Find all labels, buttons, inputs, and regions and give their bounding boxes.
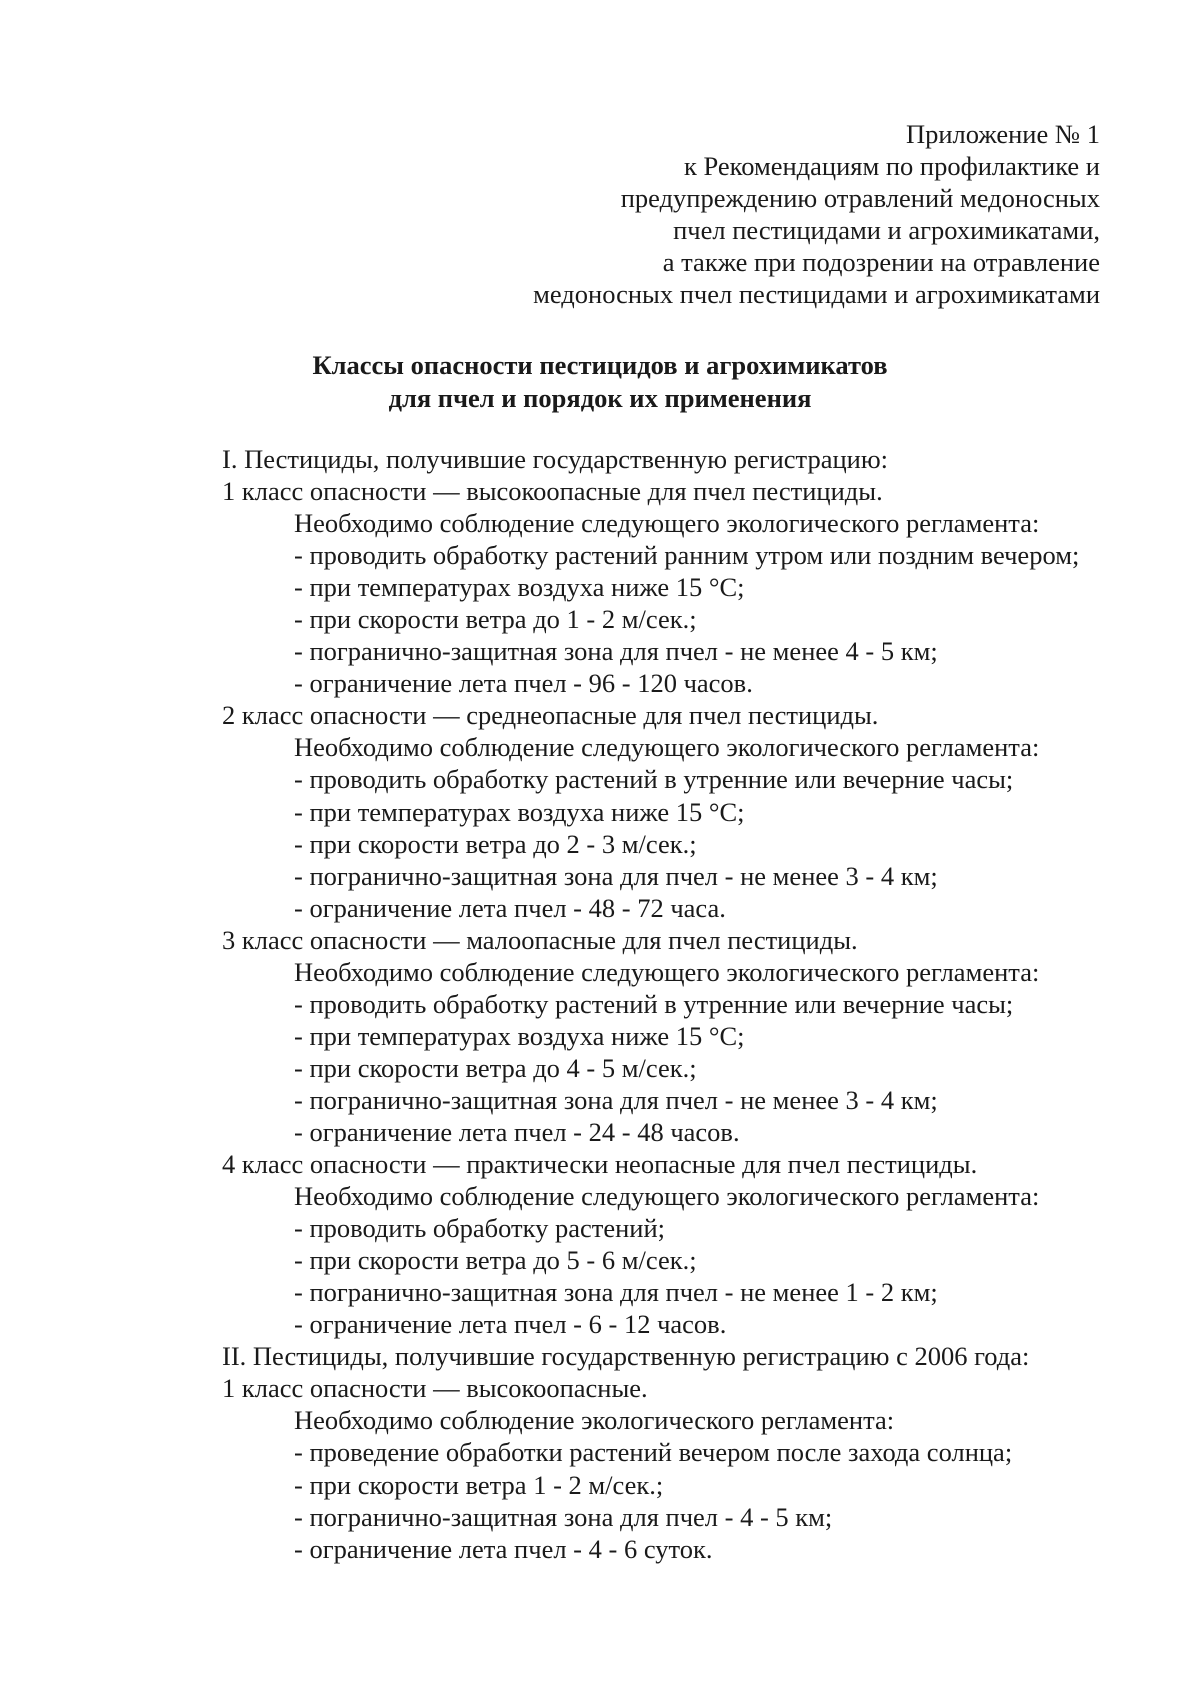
appendix-reference-line: а также при подозрении на отравление bbox=[662, 247, 1100, 277]
document-title bbox=[0, 349, 1200, 414]
regulation-item: - при скорости ветра до 2 - 3 м/сек.; bbox=[294, 828, 697, 859]
section-heading: II. Пестициды, получившие государственную регистрацию с 2006 года: bbox=[222, 1341, 1030, 1372]
regulation-intro: Необходимо соблюдение следующего экологического регламента: bbox=[294, 732, 1040, 763]
regulation-intro: Необходимо соблюдение следующего экологического регламента: bbox=[294, 956, 1040, 987]
regulation-item: - при скорости ветра 1 - 2 м/сек.; bbox=[294, 1469, 664, 1500]
appendix-reference-line: предупреждению отравлений медоносных bbox=[620, 183, 1100, 213]
regulation-item: - при скорости ветра до 5 - 6 м/сек.; bbox=[294, 1245, 697, 1276]
hazard-class-heading: 1 класс опасности — высокоопасные для пчел пестициды. bbox=[222, 476, 883, 507]
regulation-item: - погранично-защитная зона для пчел - 4 - 5 км; bbox=[294, 1501, 833, 1532]
regulation-item: - погранично-защитная зона для пчел - не менее 4 - 5 км; bbox=[294, 636, 938, 667]
regulation-item: - при скорости ветра до 1 - 2 м/сек.; bbox=[294, 604, 697, 635]
regulation-item: - проводить обработку растений в утренние или вечерние часы; bbox=[294, 988, 1014, 1019]
regulation-item: - проводить обработку растений ранним утром или поздним вечером; bbox=[294, 540, 1080, 571]
regulation-item: - ограничение лета пчел - 24 - 48 часов. bbox=[294, 1116, 740, 1147]
regulation-item: - погранично-защитная зона для пчел - не менее 1 - 2 км; bbox=[294, 1277, 938, 1308]
regulation-item: - проводить обработку растений в утренние или вечерние часы; bbox=[294, 764, 1014, 795]
regulation-item: - при температурах воздуха ниже 15 °C; bbox=[294, 796, 745, 827]
regulation-item: - при скорости ветра до 4 - 5 м/сек.; bbox=[294, 1052, 697, 1083]
appendix-reference-line: медоносных пчел пестицидами и агрохимикатами bbox=[533, 279, 1100, 309]
title-line: Классы опасности пестицидов и агрохимикатов bbox=[312, 350, 888, 380]
regulation-item: - проведение обработки растений вечером после захода солнца; bbox=[294, 1437, 1013, 1468]
hazard-class-heading: 3 класс опасности — малоопасные для пчел пестициды. bbox=[222, 924, 858, 955]
regulation-intro: Необходимо соблюдение экологического регламента: bbox=[294, 1405, 895, 1436]
regulation-item: - при температурах воздуха ниже 15 °C; bbox=[294, 572, 745, 603]
regulation-item: - ограничение лета пчел - 4 - 6 суток. bbox=[294, 1533, 713, 1564]
regulation-item: - проводить обработку растений; bbox=[294, 1213, 666, 1244]
hazard-class-heading: 4 класс опасности — практически неопасные для пчел пестициды. bbox=[222, 1149, 978, 1180]
regulation-item: - ограничение лета пчел - 6 - 12 часов. bbox=[294, 1309, 727, 1340]
regulation-intro: Необходимо соблюдение следующего экологического регламента: bbox=[294, 1181, 1040, 1212]
section-heading: I. Пестициды, получившие государственную регистрацию: bbox=[222, 444, 888, 474]
appendix-header bbox=[533, 118, 1100, 310]
appendix-number: Приложение № 1 bbox=[905, 119, 1100, 149]
regulation-item: - ограничение лета пчел - 48 - 72 часа. bbox=[294, 892, 726, 923]
regulation-item: - погранично-защитная зона для пчел - не менее 3 - 4 км; bbox=[294, 860, 938, 891]
regulation-item: - ограничение лета пчел - 96 - 120 часов. bbox=[294, 668, 753, 699]
regulation-intro: Необходимо соблюдение следующего экологического регламента: bbox=[294, 508, 1040, 539]
document-body bbox=[222, 443, 1079, 1565]
appendix-reference-line: пчел пестицидами и агрохимикатами, bbox=[673, 215, 1100, 245]
hazard-class-heading: 1 класс опасности — высокоопасные. bbox=[222, 1373, 648, 1404]
regulation-item: - при температурах воздуха ниже 15 °C; bbox=[294, 1020, 745, 1051]
appendix-reference-line: к Рекомендациям по профилактике и bbox=[684, 151, 1100, 181]
regulation-item: - погранично-защитная зона для пчел - не менее 3 - 4 км; bbox=[294, 1084, 938, 1115]
title-line: для пчел и порядок их применения bbox=[388, 382, 812, 413]
hazard-class-heading: 2 класс опасности — среднеопасные для пчел пестициды. bbox=[222, 700, 879, 731]
